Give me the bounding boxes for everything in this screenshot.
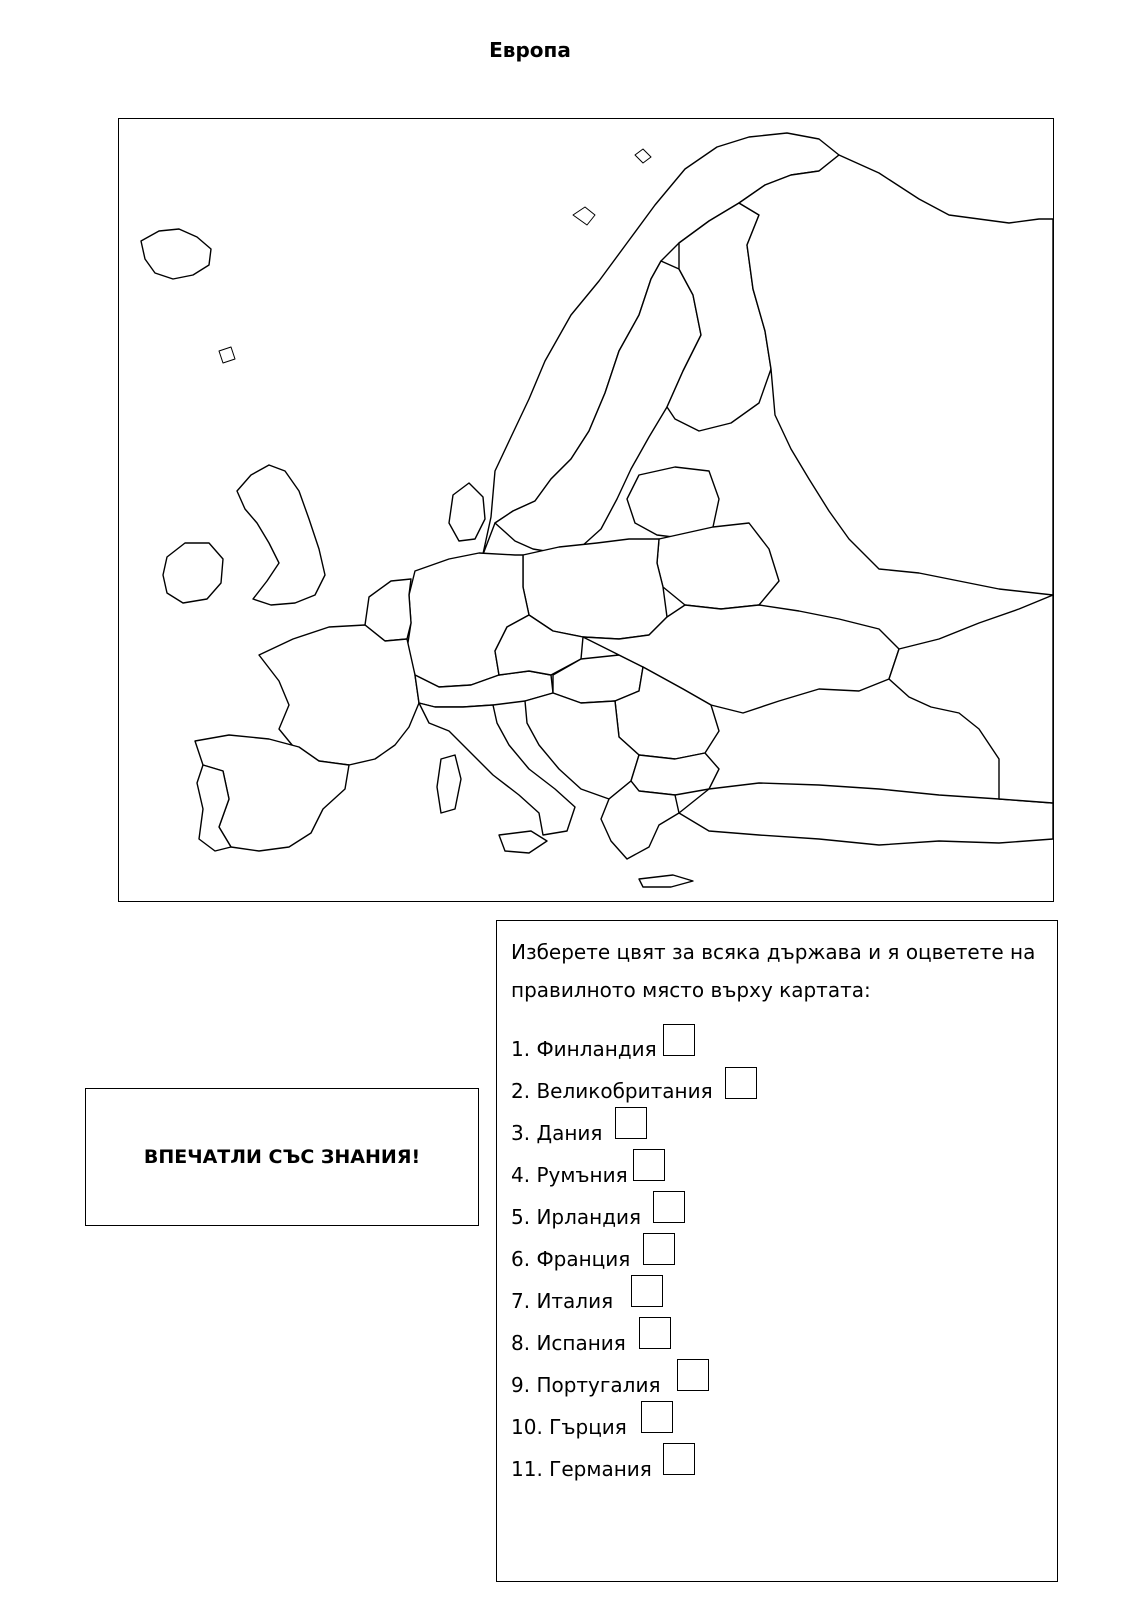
map-great-britain (237, 465, 325, 605)
map-turkey (679, 783, 1053, 845)
map-crete (639, 875, 693, 887)
map-russia-north (739, 155, 1053, 595)
map-caucasus (889, 595, 1053, 803)
color-box[interactable] (653, 1191, 685, 1223)
map-belarus (657, 523, 779, 609)
europe-outline-map (118, 118, 1054, 902)
country-item-label: 6. Франция (511, 1247, 631, 1271)
country-item-label: 7. Италия (511, 1289, 614, 1313)
country-item-label: 9. Португалия (511, 1373, 661, 1397)
country-item-label: 10. Гърция (511, 1415, 627, 1439)
map-island-2 (635, 149, 651, 163)
page-title: Европа (489, 38, 571, 62)
country-item-label: 1. Финландия (511, 1037, 657, 1061)
color-box[interactable] (631, 1275, 663, 1307)
color-box[interactable] (663, 1443, 695, 1475)
color-box[interactable] (633, 1149, 665, 1181)
europe-map-drawing (119, 119, 1053, 901)
slogan-box: ВПЕЧАТЛИ СЪС ЗНАНИЯ! (85, 1088, 479, 1226)
color-box[interactable] (641, 1401, 673, 1433)
map-bulgaria (631, 753, 719, 795)
country-item-label: 11. Германия (511, 1457, 652, 1481)
country-item-label: 3. Дания (511, 1121, 603, 1145)
color-box[interactable] (663, 1024, 695, 1056)
color-box[interactable] (615, 1107, 647, 1139)
country-item-label: 2. Великобритания (511, 1079, 713, 1103)
country-item-label: 8. Испания (511, 1331, 626, 1355)
map-denmark (449, 483, 485, 541)
map-island-1 (573, 207, 595, 225)
map-iceland (141, 229, 211, 279)
color-box[interactable] (643, 1233, 675, 1265)
task-box (496, 920, 1058, 1582)
task-instruction: Изберете цвят за всяка държава и я оцветете на правилното място върху картата: (511, 940, 1036, 1002)
country-item-label: 4. Румъния (511, 1163, 628, 1187)
map-island-3 (219, 347, 235, 363)
map-ireland (163, 543, 223, 603)
color-box[interactable] (677, 1359, 709, 1391)
map-poland (523, 539, 667, 639)
map-sicily (499, 831, 547, 853)
country-item-label: 5. Ирландия (511, 1205, 642, 1229)
map-sardinia (437, 755, 461, 813)
color-box[interactable] (725, 1067, 757, 1099)
color-box[interactable] (639, 1317, 671, 1349)
